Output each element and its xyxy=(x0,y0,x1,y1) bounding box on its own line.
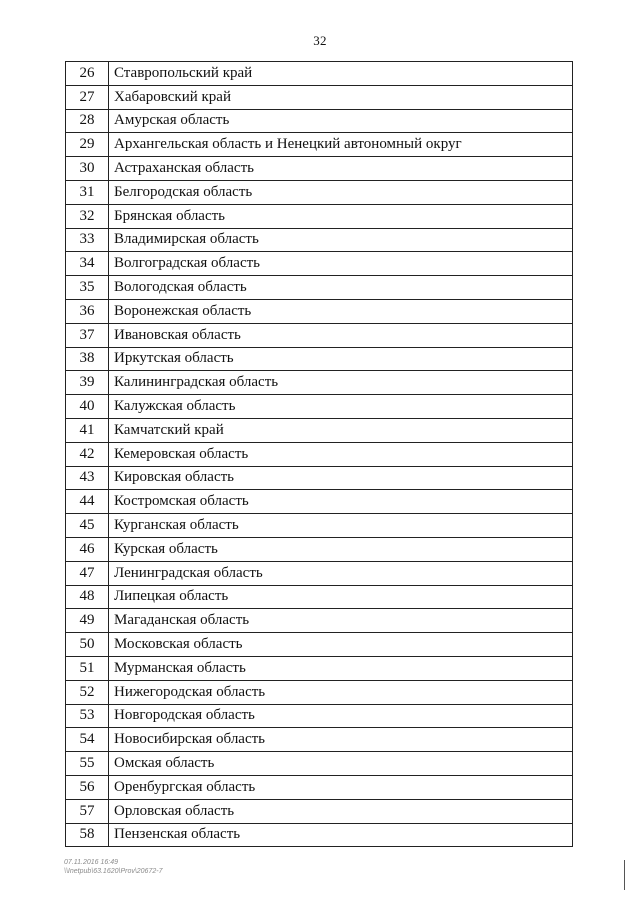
table-row xyxy=(66,704,573,728)
region-name: Амурская область xyxy=(109,109,573,133)
row-number: 29 xyxy=(66,133,109,157)
table-row xyxy=(66,204,573,228)
row-number: 46 xyxy=(66,537,109,561)
table-row xyxy=(66,585,573,609)
table-row xyxy=(66,442,573,466)
row-number: 48 xyxy=(66,585,109,609)
table-row xyxy=(66,323,573,347)
region-name: Курская область xyxy=(109,537,573,561)
table-row xyxy=(66,157,573,181)
region-name: Иркутская область xyxy=(109,347,573,371)
region-name: Магаданская область xyxy=(109,609,573,633)
region-name: Калужская область xyxy=(109,395,573,419)
row-number: 34 xyxy=(66,252,109,276)
region-name: Астраханская область xyxy=(109,157,573,181)
row-number: 51 xyxy=(66,656,109,680)
row-number: 56 xyxy=(66,775,109,799)
scan-edge-mark xyxy=(624,860,625,890)
region-name: Кемеровская область xyxy=(109,442,573,466)
table-row xyxy=(66,276,573,300)
row-number: 45 xyxy=(66,514,109,538)
region-name: Хабаровский край xyxy=(109,85,573,109)
table-row xyxy=(66,371,573,395)
table-row xyxy=(66,347,573,371)
region-name: Ленинградская область xyxy=(109,561,573,585)
footer-stamp xyxy=(64,858,162,876)
table-row xyxy=(66,514,573,538)
table-row xyxy=(66,561,573,585)
region-name: Архангельская область и Ненецкий автономный округ xyxy=(109,133,573,157)
table-row xyxy=(66,252,573,276)
region-name: Владимирская область xyxy=(109,228,573,252)
region-name: Ставропольский край xyxy=(109,62,573,86)
footer-stamp-date: 07.11.2016 16:49 xyxy=(64,859,118,866)
row-number: 35 xyxy=(66,276,109,300)
region-name: Брянская область xyxy=(109,204,573,228)
region-name: Пензенская область xyxy=(109,823,573,847)
row-number: 47 xyxy=(66,561,109,585)
table-row xyxy=(66,62,573,86)
regions-table-body xyxy=(66,62,573,847)
row-number: 40 xyxy=(66,395,109,419)
row-number: 31 xyxy=(66,180,109,204)
row-number: 58 xyxy=(66,823,109,847)
row-number: 55 xyxy=(66,752,109,776)
table-row xyxy=(66,799,573,823)
table-row xyxy=(66,490,573,514)
row-number: 39 xyxy=(66,371,109,395)
row-number: 28 xyxy=(66,109,109,133)
region-name: Орловская область xyxy=(109,799,573,823)
table-row xyxy=(66,418,573,442)
row-number: 53 xyxy=(66,704,109,728)
region-name: Мурманская область xyxy=(109,656,573,680)
region-name: Калининградская область xyxy=(109,371,573,395)
table-row xyxy=(66,395,573,419)
row-number: 50 xyxy=(66,633,109,657)
region-name: Новосибирская область xyxy=(109,728,573,752)
table-row xyxy=(66,133,573,157)
region-name: Новгородская область xyxy=(109,704,573,728)
row-number: 37 xyxy=(66,323,109,347)
table-row xyxy=(66,633,573,657)
region-name: Омская область xyxy=(109,752,573,776)
table-row xyxy=(66,466,573,490)
region-name: Белгородская область xyxy=(109,180,573,204)
row-number: 30 xyxy=(66,157,109,181)
row-number: 33 xyxy=(66,228,109,252)
row-number: 41 xyxy=(66,418,109,442)
region-name: Вологодская область xyxy=(109,276,573,300)
table-row xyxy=(66,537,573,561)
table-row xyxy=(66,823,573,847)
row-number: 57 xyxy=(66,799,109,823)
row-number: 49 xyxy=(66,609,109,633)
region-name: Костромская область xyxy=(109,490,573,514)
region-name: Липецкая область xyxy=(109,585,573,609)
table-row xyxy=(66,228,573,252)
footer-stamp-path: \\Inetpub\63.1620\Prov\20672-7 xyxy=(64,868,163,875)
row-number: 42 xyxy=(66,442,109,466)
region-name: Курганская область xyxy=(109,514,573,538)
table-row xyxy=(66,299,573,323)
row-number: 52 xyxy=(66,680,109,704)
page-number: 32 xyxy=(313,33,327,48)
table-row xyxy=(66,656,573,680)
row-number: 38 xyxy=(66,347,109,371)
region-name: Волгоградская область xyxy=(109,252,573,276)
table-row xyxy=(66,180,573,204)
row-number: 43 xyxy=(66,466,109,490)
row-number: 54 xyxy=(66,728,109,752)
region-name: Воронежская область xyxy=(109,299,573,323)
row-number: 32 xyxy=(66,204,109,228)
table-row xyxy=(66,728,573,752)
row-number: 27 xyxy=(66,85,109,109)
region-name: Московская область xyxy=(109,633,573,657)
row-number: 44 xyxy=(66,490,109,514)
table-row xyxy=(66,609,573,633)
row-number: 36 xyxy=(66,299,109,323)
region-name: Ивановская область xyxy=(109,323,573,347)
table-row xyxy=(66,752,573,776)
region-name: Камчатский край xyxy=(109,418,573,442)
regions-table xyxy=(65,61,573,847)
table-row xyxy=(66,85,573,109)
region-name: Оренбургская область xyxy=(109,775,573,799)
table-row xyxy=(66,775,573,799)
table-row xyxy=(66,680,573,704)
region-name: Нижегородская область xyxy=(109,680,573,704)
table-row xyxy=(66,109,573,133)
row-number: 26 xyxy=(66,62,109,86)
region-name: Кировская область xyxy=(109,466,573,490)
